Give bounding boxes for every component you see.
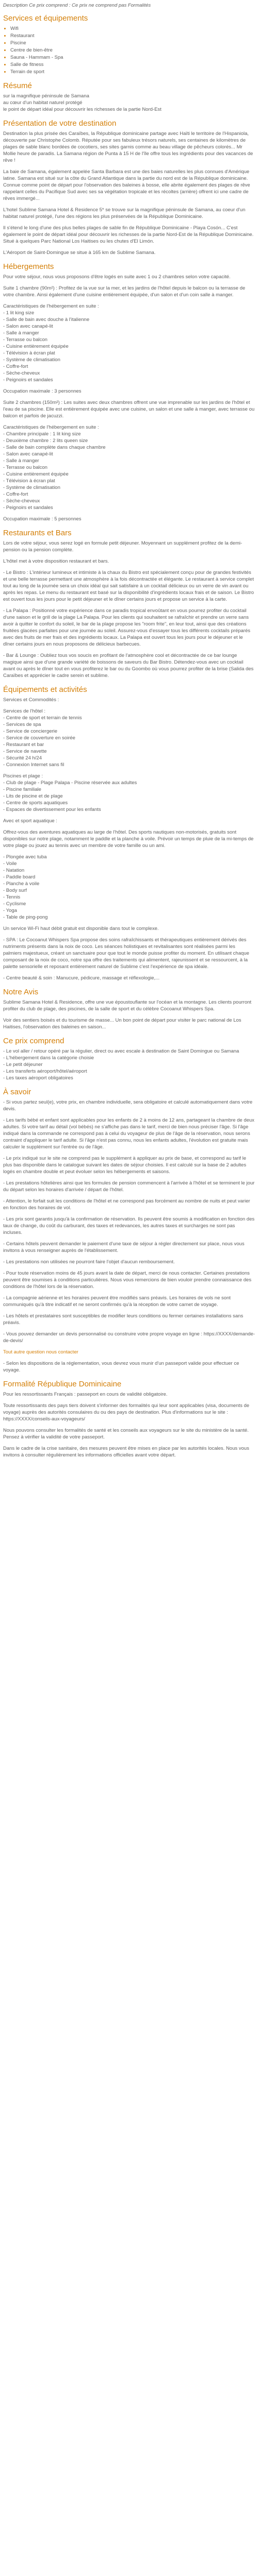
feature: - Salon avec canapé-lit [3,324,53,329]
feature: - Salon avec canapé-lit [3,451,53,457]
list-item: - Planche à voile [3,881,40,887]
list-item: • Terrain de sport [10,69,255,75]
suite2-features [3,424,255,511]
feature: - Sèche-cheveux [3,370,40,376]
feature: - Système de climatisation [3,357,60,363]
list-item: - Centre de sport et terrain de tennis [3,715,82,721]
resume-text [3,93,255,113]
subheading: Avec et sport aquatique : [3,818,57,824]
list-item: - Cyclisme [3,901,26,907]
occupancy: Occupation maximale : 3 personnes [3,388,82,394]
paragraph: - Selon les dispositions de la réglementation, vous devrez vous munir d'un passeport valide pour effectuer ce voyage. [3,1361,239,1373]
features-title: Caractéristiques de l'hébergement en suite : [3,303,99,309]
paragraph: - Attention, le forfait suit les conditions de l'hôtel et ne correspond pas forcément au nombre de nuits et peut varier en fonction des horaires de vol. [3,1198,250,1211]
contact-link[interactable]: Tout autre question nous contacter [3,1349,78,1355]
prix-comprend-title: Ce prix comprend [3,1037,64,1045]
a-savoir-title: À savoir [3,1088,31,1096]
restaurants-title: Restaurants et Bars [3,529,72,537]
list-item: • Restaurant [10,32,255,39]
feature: - Sèche-cheveux [3,498,40,504]
paragraph: - Bar & Lounge : Oubliez tous vos soucis en profitant de l'atmosphère cool et décontractée de ce bar lounge magique ainsi que d'une grande variété de boissons de saveurs du Bar Bistro. Détendez-vous avec un cocktail avant ou après le dîner tout en vous profiterez le bar ou du Goombo où vous pourrez profiter de la brise (Salida des Caraïbes et apprécier le cadre serein et sublime. [3,653,254,679]
feature: - Terrasse ou balcon [3,337,47,343]
list-item: - Plongée avec tuba [3,854,47,860]
feature: - Cuisine entièrement équipée [3,471,69,477]
paragraph: - La compagnie aérienne et les horaires peuvent être modifiés sans préavis. Les horaires de vols ne sont communiqués qu'à titre indicatif et ne seront confirmés qu'à la réception de votre carnet de voyage. [3,1295,231,1308]
list-item: - Services de spa [3,722,41,727]
list-item: - Le vol aller / retour opéré par la régulier, direct ou avec escale à destination de Saint Domingue ou Samana [3,1048,239,1054]
paragraph: Offrez-vous des aventures aquatiques au large de l'hôtel. Des sports nautiques non-motorisés, gratuits sont disponibles sur notre plage, notamment le paddle et la planche à voile. Prévoir un temps de pluie de la mi-temps de votre plage ou jouez au tennis avec un membre de votre famille ou un ami. [3,829,254,849]
list-item: - Piscine familiale [3,787,41,792]
list-item: - Club de plage - Plage Palapa - Piscine réservée aux adultes [3,780,137,786]
list-title: Piscines et plage : [3,773,43,779]
list-item: - Body surf [3,888,27,893]
list-item: • Wifi [10,25,255,32]
paragraph: - Le prix indiqué sur le site ne comprend pas le supplément à appliquer au prix de base, et correspond au tarif le plus bas disponible dans le catalogue suivant les dates de séjour choisies. Il est calculé sur la base de 2 adultes logés en chambre double et peut évoluer selon les hébergements et saisons. [3,1156,247,1175]
list-item: - Voile [3,861,17,867]
feature: - Peignoirs et sandales [3,505,53,511]
feature: - Cuisine entièrement équipée [3,344,69,349]
hotel-services [3,708,255,768]
list-item: - Service de couverture en soirée [3,735,75,741]
paragraph: L'hotel Sublime Samana Hotel & Residence 5* se trouve sur la magnifique péninsule de Samana, au coeur d'un habitat naturel protégé, l'une des régions les plus préservées de la République Dominicaine. [3,207,246,219]
resume-line: le point de départ idéal pour découvrir les richesses de la partie Nord-Est [3,107,162,112]
list-item: - Yoga [3,908,17,913]
paragraph: - Centre beauté & soin : Manucure, pédicure, massage et réflexologie,... [3,975,160,981]
paragraph: - Si vous partez seul(e), votre prix, en chambre individuelle, sera obligatoire et calculé automatiquement dans votre devis. [3,1099,253,1112]
list-item: - Table de ping-pong [3,914,48,920]
list-item: - Natation [3,868,25,873]
presentation-title: Présentation de votre destination [3,119,117,128]
resume-title: Résumé [3,81,32,90]
features-title: Caractéristiques de l'hébergement en suite : [3,425,99,430]
occupancy: Occupation maximale : 5 personnes [3,516,82,522]
paragraph: - Le Bistro : L'intérieur lumineux et intimiste à la chaux du Bistro est spécialement conçu pour de grandes festivités et une belle terrasse permettant une atmosphère à la fois décontractée et élégante. Le restaurant à service complet tout au long de la journée sera un choix idéal qui sait satisfaire à un cocktail délicieux ou un verre de vin avant ou après les repas. Le menu du restaurant est basé sur la disponibilité d'ingrédients locaux frais et de saison. Le Bistro est ouvert tous les jours pour le petit déjeuner et le dîner certains jours et propose un service à la carte. [3,570,254,602]
equipements-title: Équipements et activités [3,685,87,694]
pools-list [3,773,255,813]
list-item: - Tennis [3,894,21,900]
paragraph: Toute ressortissants des pays tiers doivent s'informer des formalités qui leur sont applicables (visa, documents de voyage) auprès des autorités consulaires du ou des pays de destination. Plus d'informations sur le site : https://XXXX/conseils-aux-voyageurs/ [3,1403,250,1422]
list-item: • Centre de bien-être [10,47,255,54]
paragraph: Nous pouvons consulter les formalités de santé et les conseils aux voyageurs sur le site du ministère de la santé. Pensez à vérifier la validité de votre passeport. [3,1428,249,1440]
list-item: - Restaurant et bar [3,742,44,748]
paragraph: Suite 2 chambres (150m²) : Les suites avec deux chambres offrent une vue imprenable sur les jardins de l'hôtel et l'eau de sa piscine. Elle est entièrement équipée avec une cuisine, un salon et une salle à manger, avec terrasse ou balcon et parfois de jacuzzi. [3,400,255,419]
paragraph: - Les prestations non utilisées ne pourront faire l'objet d'aucun remboursement. [3,1259,175,1265]
paragraph: L'hôtel met à votre disposition restaurant et bars. [3,558,109,564]
feature: - Salle à manger [3,330,39,336]
list-item: - Sécurité 24 h/24 [3,755,42,761]
prix-comprend-list [3,1048,255,1081]
intro-text: Description Ce prix comprend : Ce prix ne comprend pas Formalités [3,3,151,8]
paragraph: Destination la plus prisée des Caraïbes, la République dominicaine partage avec Haïti le territoire de l'Hispaniola, découverte par Christophe Colomb. Réputée pour ses fabuleux trésors naturels, ses centaines de kilomètres de plages de sable blanc bordées de cocotiers, ses sites garnis comme au beau village de pêcheurs colorés... Mr Mollie heure de paradis. La Samana région de Punta à 15 H de l'île offre tous les ingrédients pour des vacances de rêve ! [3,131,253,163]
paragraph: - Les prestations hôtelières ainsi que les formules de pension commencent à l'arrivée à l'hôtel et se terminent le jour du départ selon les horaires d'arrivée / départ de l'hôtel. [3,1180,255,1193]
paragraph: Pour votre séjour, nous vous proposons d'être logés en suite avec 1 ou 2 chambres selon votre capacité. [3,274,231,280]
paragraph: Dans le cadre de la crise sanitaire, des mesures peuvent être mises en place par les autorités locales. Nous vous invitons à consulter régulièrement les informations officielles avant votre départ. [3,1446,249,1458]
list-item: - Centre de sports aquatiques [3,800,68,806]
paragraph: Pour les ressortissants Français : passeport en cours de validité obligatoire. [3,1392,168,1397]
feature: - Chambre principale : 1 lit king size [3,431,81,437]
list-item: • Sauna - Hammam - Spa [10,54,255,61]
paragraph: Lors de votre séjour, vous serez logé en formule petit déjeuner. Moyennant un supplément profitez de la demi-pension ou la pension complète. [3,540,243,553]
paragraph: L'Aéroport de Saint-Domingue se situe à 165 km de Sublime Samana. [3,250,156,256]
list-item: - Le petit déjeuner [3,1062,43,1067]
resume-line: au cœur d'un habitat naturel protégé [3,100,83,106]
activities-list [3,854,255,921]
list-item: - Service de navette [3,749,47,754]
suite1-features [3,303,255,383]
feature: - 1 lit king size [3,310,35,316]
list-title: Services de l'hôtel : [3,708,46,714]
paragraph: Suite 1 chambre (90m²) : Profitez de la vue sur la mer, et les jardins de l'hôtel depuis le balcon ou la terrasse de votre chambre. Ainsi également d'une cuisine entièrement équipée, d'un salon et d'un coin salle à manger. [3,285,246,298]
feature: - Télévision à écran plat [3,350,55,356]
list-item: - Les taxes aéroport obligatoires [3,1075,73,1081]
list-item: • Piscine [10,40,255,46]
feature: - Salle de bain complète dans chaque chambre [3,445,106,450]
services-list [3,25,255,75]
notre-avis-title: Notre Avis [3,988,39,996]
paragraph: Un service Wi-Fi haut débit gratuit est disponible dans tout le complexe. [3,926,159,931]
hebergements-title: Hébergements [3,262,54,271]
paragraph: Voir des sentiers boisés et du tourisme de masse... Un bon point de départ pour visiter le parc national de Los Haitises, l'observation des baleines en saison... [3,1018,241,1030]
feature: - Coffre-fort [3,364,28,369]
feature: - Salle à manger [3,458,39,464]
paragraph: Sublime Samana Hotel & Residence, offre une vue époustouflante sur l'océan et la montagne. Les clients pourront profiter du club de plage, des piscines, de la salle de sport et du célèbre Cocoanut Whispers Spa. [3,999,252,1012]
paragraph: - Certains hôtels peuvent demander le paiement d'une taxe de séjour à régler directement sur place, nous vous invitons à vous renseigner auprès de l'établissement. [3,1241,245,1253]
feature: - Coffre-fort [3,492,28,497]
feature: - Deuxième chambre : 2 lits queen size [3,438,88,444]
feature: - Salle de bain avec douche à l'italienne [3,317,90,323]
resume-line: sur la magnifique péninsule de Samana [3,93,89,99]
paragraph: - SPA : Le Cocoanut Whispers Spa propose des soins rafraîchissants et thérapeutiques entièrement dérivés des nutriments présents dans la noix de coco. Les séances holistiques et revitalisantes sont réalisées parmi les palmiers majestueux, créant un sanctuaire pour que tout le monde puisse profiter du moment. En utilisant chaque composant de la noix de coco, notre spa offre des traitements qui alimentent, rajeunissent et se ressourcent, à la palette sensorielle et reposant entièrement naturel de Sublime c'est l'expérience de spa idéale. [3,937,249,970]
list-item: - Espaces de divertissement pour les enfants [3,807,101,812]
formalites-title: Formalité République Dominicaine [3,1380,122,1388]
list-item: - Service de conciergerie [3,728,58,734]
paragraph: Il s'étend le long d'une des plus belles plages de sable fin de République Dominicaine - Playa Cosón... C'est également le point de départ idéal pour découvrir les richesses de la partie Nord-Est de la République Dominicaine. Situé à quelques Parc National Los Haitises ou les chutes d'El Limón. [3,225,254,244]
list-item: - Connexion Internet sans fil [3,762,64,768]
feature: - Terrasse ou balcon [3,465,47,470]
feature: - Télévision à écran plat [3,478,55,484]
feature: - Système de climatisation [3,485,60,490]
list-item: - L'hébergement dans la catégorie choisie [3,1055,94,1061]
services-title: Services et équipements [3,14,88,23]
paragraph: - Les hôtels et prestataires sont susceptibles de modifier leurs conditions ou fermer certaines installations sans préavis. [3,1313,244,1326]
paragraph: - Les tarifs bébé et enfant sont applicables pour les enfants de 2 à moins de 12 ans, partageant la chambre de deux adultes. Si votre tarif au détail (vol bébés) ne s'affiche pas dans le tarif, merci de bien nous préciser l'âge. Si l'âge indiqué dans la commande ne correspond pas à celui du voyageur de plus de l'âge de la réservation, nous serons contraint d'appliquer le tarif adulte. Si l'âge n'est pas connu, nous les enfants adultes, l'évolution est gratuite mais calculer le supplément sur l'entrée ou de l'âge. [3,1117,254,1150]
feature: - Peignoirs et sandales [3,377,53,383]
list-item: - Lits de piscine et de plage [3,793,63,799]
list-item: • Salle de fitness [10,61,255,68]
paragraph: - Les prix sont garantis jusqu'à la confirmation de réservation. Ils peuvent être soumis à modification en fonction des taux de change, du coût du carburant, des taxes et redevances, les autres taxes et surcharges ne sont pas incluses. [3,1216,255,1235]
list-item: - Les transferts aéroport/hôtel/aéroport [3,1069,87,1074]
paragraph: La baie de Samana, également appelée Santa Barbara est une des baies naturelles les plus connues d'Amérique latine. Samana est situé sur la côte du Grand Atlantique dans la partie du nord est de la République dominicaine. Connue comme point de départ pour l'observation des baleines à bosse, elle abrite également des plages de rêve rappelant celles du Pacifique Sud avec ses sa végétation tropicale et les récoltes (arrière) offrent ici une cadre de rêves immergé... [3,169,250,201]
list-item: - Paddle board [3,874,36,880]
paragraph: - La Palapa : Positionné votre expérience dans ce paradis tropical envoûtant en vous pourrez profiter du cocktail d'une saison et le grill de la plage La Palapa. Pour les clients qui souhaitent se rafraîchir et prendre un verre sans avoir à quitter le confort du soleil, le bar de la plage propose les "room frite", en leur tout, ainsi que des créations fruitées glacées parfaites pour une journée au soleil. Assurez-vous d'essayer tous les différents cocktails préparés avec des fruits de mer frais et des ingrédients locaux. La Palapa est ouvert tous les jours pour le déjeuner et le dîner certains jours en nous proposons de délicieux barbecues. [3,608,251,647]
paragraph: - Vous pouvez demander un devis personnalisé ou construire votre propre voyage en ligne : https://XXXX/demande-de-devis/ [3,1331,255,1344]
subheading: Services et Commodités : [3,697,59,703]
paragraph: - Pour toute réservation moins de 45 jours avant la date de départ, merci de nous contacter. Certaines prestations peuvent être soumises à conditions particulières. Nous vous remercions de bien vouloir prendre connaissance des conditions de l'hôtel lors de la réservation. [3,1270,252,1290]
